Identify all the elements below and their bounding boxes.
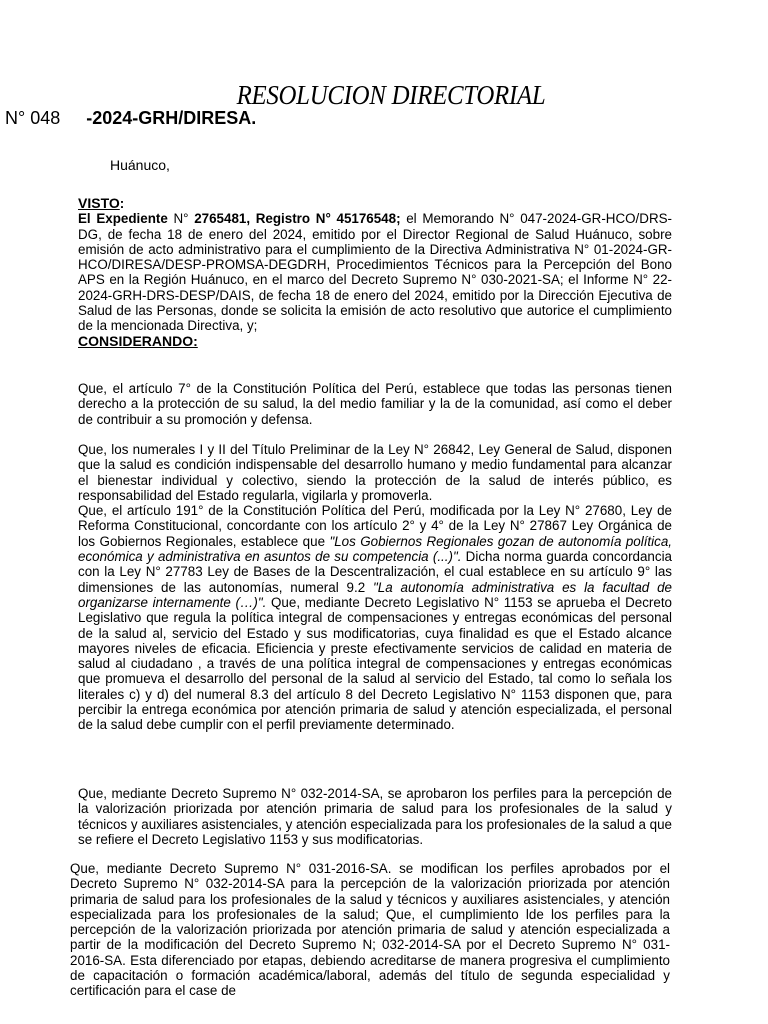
document-title: RESOLUCION DIRECTORIAL [236, 80, 546, 110]
visto-paragraph: El Expediente N° 2765481, Registro N° 45176548; el Memorando N° 047-2024-GR-HCO/DRS-DG, de fecha 18 de enero del 2024, emitido por el Director Regional de Salud Huánuco, sobre emisión de acto administrativo para el cumplimiento de la Directiva Administrativa N° 01-2024-GR-HCO/DIRESA/DESP-PROMSA-DEGDRH, Procedimientos Técnicos para la Percepción del Bono APS en la Región Huánuco, en el marco del Decreto Supremo N° 030-2021-SA; el Informe N° 22-2024-GRH-DRS-DESP/DAIS, de fecha 18 de enero del 2024, emitido por la Dirección Ejecutiva de Salud de las Personas, donde se solicita la emisión de acto resolutivo que autorice el cumplimiento de la mencionada Directiva, y; [78, 211, 673, 334]
paragraph-4: Que, mediante Decreto Supremo N° 032-2014-SA, se aprobaron los perfiles para la percepción de la valorización priorizada por atención primaria de salud para los profesionales de la salud y técnicos y auxiliares asistenciales, y atención especializada para los profesionales de la salud a que se refiere el Decreto Legislativo 1153 y sus modificatorias. [78, 786, 673, 847]
paragraph-2-3 [78, 442, 672, 733]
city-line: Huánuco, [110, 157, 170, 173]
considerando-heading: CONSIDERANDO: [78, 332, 198, 349]
expediente-number: 2765481, Registro N° 45176548; [194, 211, 401, 227]
visto-heading: VISTO: [78, 195, 125, 211]
paragraph-2: Que, los numerales I y II del Título Preliminar de la Ley N° 26842, Ley General de Salud, disponen que la salud es condición indispensable del desarrollo humano y medio fundamental para alcanzar el bienestar individual y colectivo, siendo la protección de la salud de interés público, es responsabilidad del Estado regularla, vigilarla y promoverla. [78, 442, 672, 503]
paragraph-1: Que, el artículo 7° de la Constitución Política del Perú, establece que todas las personas tienen derecho a la protección de su salud, la del medio familiar y la de la comunidad, así como el deber de contribuir a su promoción y defensa. [78, 381, 672, 427]
paragraph-3: Que, el artículo 191° de la Constitución Política del Perú, modificada por la Ley N° 27680, Ley de Reforma Constitucional, concordante con los artículo 2° y 4° de la Ley N° 27867 Ley Orgánica de los Gobiernos Regionales, establece que "Los Gobiernos Regionales gozan de autonomía política, económica y administrativa en asuntos de su competencia (...)". Dicha norma guarda concordancia con la Ley N° 27783 Ley de Bases de la Descentralización, el cual establece en su artículo 9° las dimensiones de las autonomías, numeral 9.2 "La autonomía administrativa es la facultad de organizarse internamente (…)". Que, mediante Decreto Legislativo N° 1153 se aprueba el Decreto Legislativo que regula la política integral de compensaciones y entregas económicas del personal de la salud al, servicio del Estado y sus modificatorias, cuya finalidad es que el Estado alcance mayores niveles de eficacia. Eficiencia y preste efectivamente servicios de calidad en materia de salud al ciudadano , a través de una política integral de compensaciones y entregas económicas que promueva el desarrollo del personal de la salud al servicio del Estado, tal como lo señala los literales c) y d) del numeral 8.3 del artículo 8 del Decreto Legislativo N° 1153 disponen que, para percibir la entrega económica por atención primaria de salud y atención especializada, el personal de la salud debe cumplir con el perfil previamente determinado. [78, 503, 673, 733]
resolution-number-prefix: N° 048 [5, 108, 61, 128]
paragraph-5: Que, mediante Decreto Supremo N° 031-2016-SA. se modifican los perfiles aprobados por el Decreto Supremo N° 032-2014-SA para la percepción de la valorización priorizada por atención primaria de salud para los profesionales de la salud y técnicos y auxiliares asistenciales, y atención especializada para los profesionales de la salud; Que, el cumplimiento lde los perfiles para la percepción de la valorización priorizada por atención primaria de salud y atención especializada a partir de la modificación del Decreto Supremo N; 032-2014-SA por el Decreto Supremo N° 031-2016-SA. Esta diferenciado por etapas, debiendo acreditarse de manera progresiva el cumplimiento de capacitación o formación académica/laboral, además del título de segunda especialidad y certificación para el case de [70, 861, 670, 999]
resolution-number [5, 108, 256, 129]
visto-section [78, 196, 672, 349]
expediente-label: El Expediente [78, 211, 168, 227]
resolution-number-code: -2024-GRH/DIRESA. [86, 108, 257, 128]
